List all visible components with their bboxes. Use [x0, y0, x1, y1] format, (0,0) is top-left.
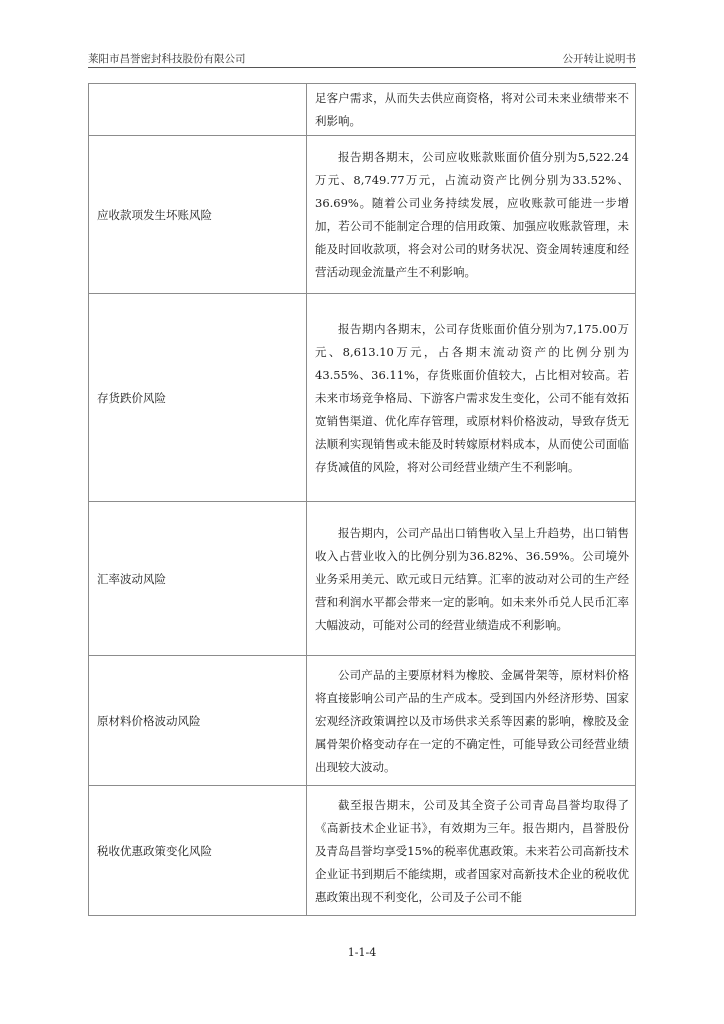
risk-name-cell: 税收优惠政策变化风险: [89, 786, 307, 916]
risk-description-cell: [307, 786, 636, 916]
risk-description-cell: [307, 84, 636, 136]
risk-name-cell: 汇率波动风险: [89, 502, 307, 656]
risk-factor-table: [88, 83, 636, 916]
risk-description-cell: [307, 502, 636, 656]
risk-description-cell: [307, 294, 636, 502]
risk-description-cell: [307, 656, 636, 786]
risk-name-cell: 应收款项发生坏账风险: [89, 136, 307, 294]
risk-name-cell: 原材料价格波动风险: [89, 656, 307, 786]
risk-description-text: 公司产品的主要原材料为橡胶、金属骨架等，原材料价格将直接影响公司产品的生产成本。受到国内外经济形势、国家宏观经济政策调控以及市场供求关系等因素的影响，橡胶及金属骨架价格变动存在一定的不确定性，可能导致公司经营业绩出现较大波动。: [315, 667, 629, 774]
risk-name-cell: [89, 84, 307, 136]
header-rule: [88, 67, 636, 68]
header-company-name: 莱阳市昌誉密封科技股份有限公司: [88, 53, 246, 65]
risk-description-text: 足客户需求，从而失去供应商资格，将对公司未来业绩带来不利影响。: [315, 91, 629, 128]
page-header: [88, 51, 636, 67]
risk-description-text: 报告期内各期末，公司存货账面价值分别为7,175.00万元、8,613.10万元，占各期末流动资产的比例分别为43.55%、36.11%，存货账面价值较大，占比相对较高。若未来市场竞争格局、下游客户需求发生变化，公司不能有效拓宽销售渠道、优化库存管理，或原材料价格波动，导致存货无法顺利实现销售或未能及时转嫁原材料成本，从而使公司面临存货减值的风险，将对公司经营业绩产生不利影响。: [315, 321, 629, 474]
risk-name-cell: 存货跌价风险: [89, 294, 307, 502]
table-row: [89, 294, 636, 502]
table-row: [89, 84, 636, 136]
risk-description-text: 截至报告期末，公司及其全资子公司青岛昌誉均取得了《高新技术企业证书》，有效期为三年。报告期内，昌誉股份及青岛昌誉均享受15%的税率优惠政策。未来若公司高新技术企业证书到期后不能续期，或者国家对高新技术企业的税收优惠政策出现不利变化，公司及子公司不能: [315, 797, 629, 904]
table-row: [89, 136, 636, 294]
risk-description-text: 报告期内，公司产品出口销售收入呈上升趋势，出口销售收入占营业收入的比例分别为36.82%、36.59%。公司境外业务采用美元、欧元或日元结算。汇率的波动对公司的生产经营和利润水平都会带来一定的影响。如未来外币兑人民币汇率大幅波动，可能对公司的经营业绩造成不利影响。: [315, 525, 629, 632]
table-row: [89, 502, 636, 656]
risk-description-text: 报告期各期末，公司应收账款账面价值分别为5,522.24万元、8,749.77万元，占流动资产比例分别为33.52%、36.69%。随着公司业务持续发展，应收账款可能进一步增加，若公司不能制定合理的信用政策、加强应收账款管理，未能及时回收款项，将会对公司的财务状况、资金周转速度和经营活动现金流量产生不利影响。: [315, 150, 629, 279]
header-document-type: 公开转让说明书: [562, 53, 636, 65]
table-row: [89, 656, 636, 786]
page-number: 1-1-4: [347, 946, 377, 959]
table-row: [89, 786, 636, 916]
risk-description-cell: [307, 136, 636, 294]
